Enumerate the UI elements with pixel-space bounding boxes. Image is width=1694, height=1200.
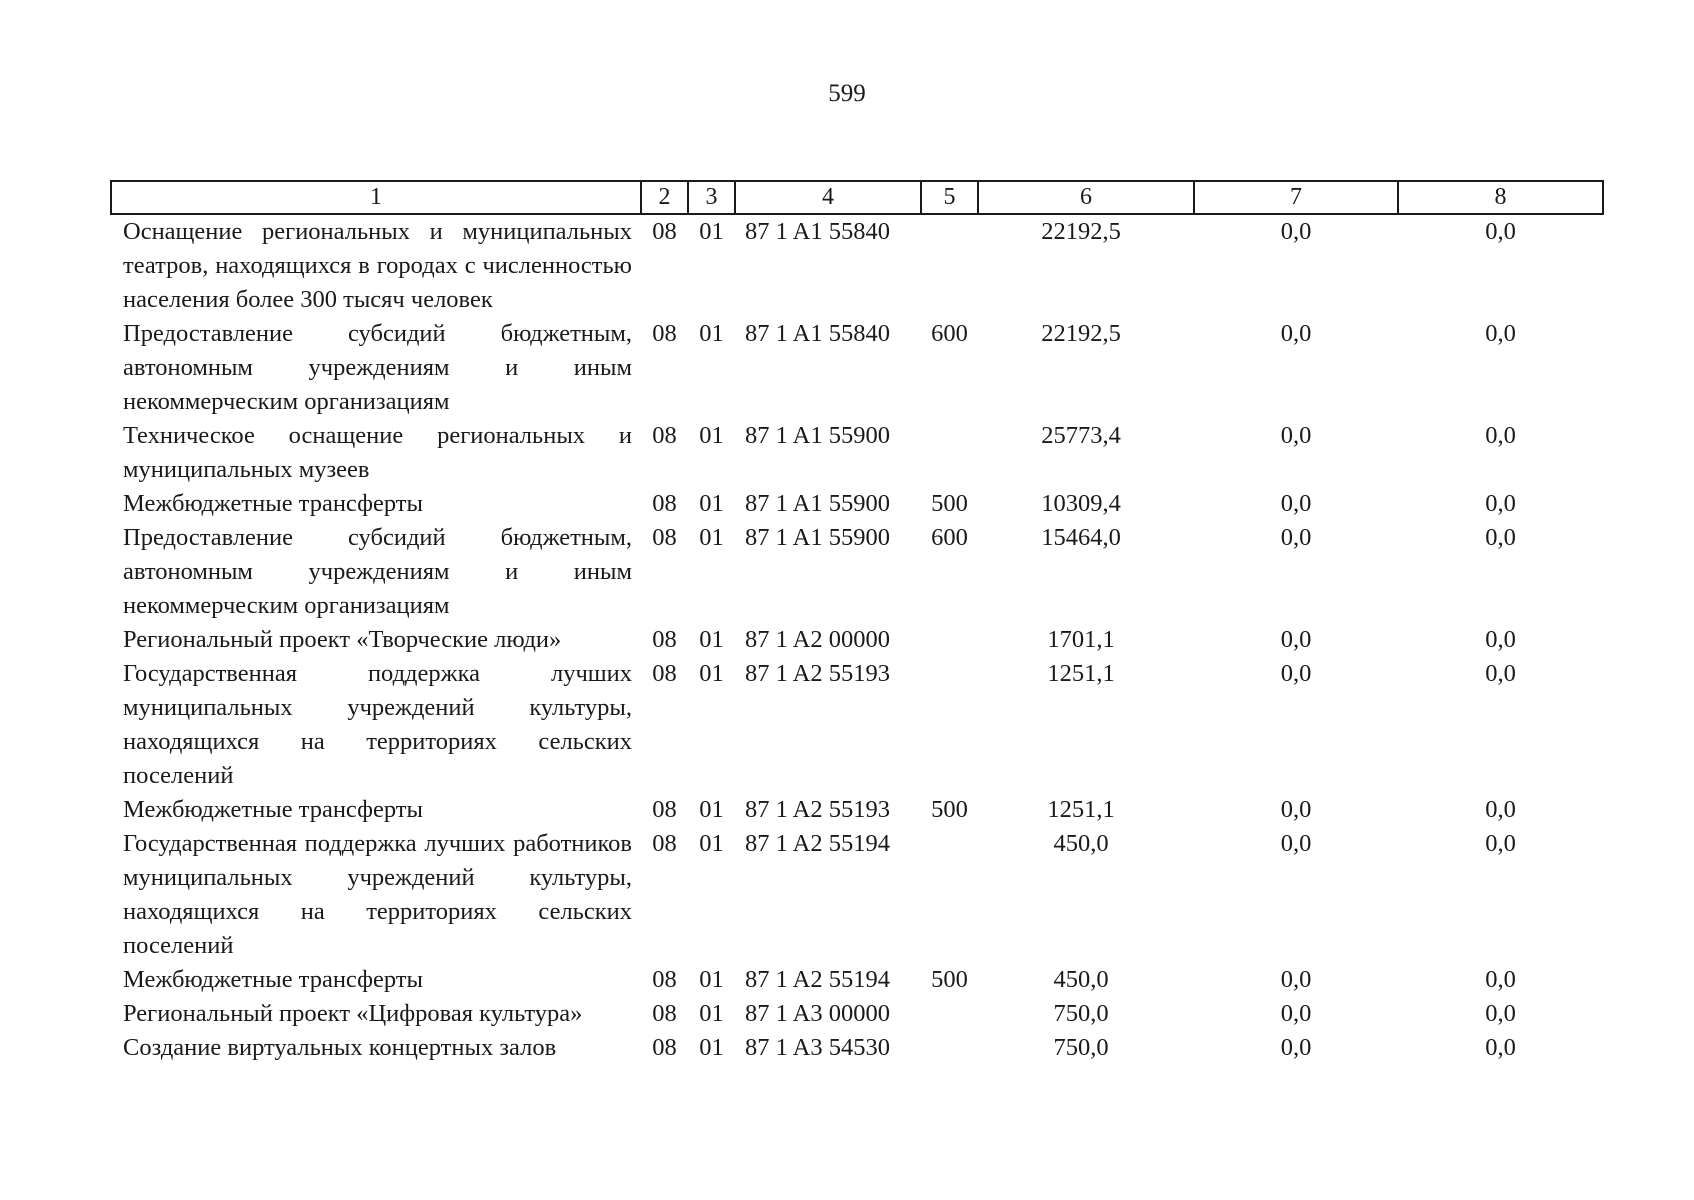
table-row bbox=[111, 997, 1603, 1031]
row-subsection: 01 bbox=[699, 490, 724, 517]
row-section: 08 bbox=[652, 422, 677, 449]
row-section: 08 bbox=[652, 490, 677, 517]
row-value-col8: 0,0 bbox=[1485, 524, 1516, 551]
row-name: Межбюджетные трансферты bbox=[123, 966, 423, 993]
row-section: 08 bbox=[652, 830, 677, 857]
row-expense-type: 600 bbox=[931, 524, 968, 551]
row-value-col8: 0,0 bbox=[1485, 660, 1516, 687]
row-section: 08 bbox=[652, 218, 677, 245]
row-value-col7: 0,0 bbox=[1280, 660, 1312, 687]
header-col-5: 5 bbox=[921, 181, 978, 214]
row-subsection: 01 bbox=[699, 320, 724, 347]
header-col-1: 1 bbox=[111, 181, 641, 214]
row-name: Техническое оснащение региональных и муниципальных музеев bbox=[123, 422, 632, 483]
row-subsection: 01 bbox=[699, 660, 724, 687]
page-number: 599 bbox=[828, 80, 866, 107]
header-row bbox=[111, 181, 1603, 214]
row-value-col6: 10309,4 bbox=[1041, 490, 1121, 517]
row-value-col8: 0,0 bbox=[1485, 218, 1516, 245]
row-value-col7: 0,0 bbox=[1280, 422, 1312, 449]
row-expense-type bbox=[921, 1031, 978, 1065]
table-row bbox=[111, 963, 1603, 997]
table-row bbox=[111, 827, 1603, 963]
row-section: 08 bbox=[652, 796, 677, 823]
table-row bbox=[111, 1031, 1603, 1065]
row-value-col7: 0,0 bbox=[1280, 524, 1312, 551]
row-subsection: 01 bbox=[699, 218, 724, 245]
row-name: Региональный проект «Творческие люди» bbox=[123, 626, 562, 653]
row-expense-type bbox=[921, 657, 978, 793]
row-subsection: 01 bbox=[699, 626, 724, 653]
row-name: Создание виртуальных концертных залов bbox=[123, 1034, 557, 1061]
row-target-article: 87 1 A3 54530 bbox=[745, 1034, 890, 1061]
row-target-article: 87 1 A2 55194 bbox=[745, 830, 890, 857]
table-body bbox=[111, 214, 1603, 1065]
row-expense-type: 500 bbox=[931, 490, 968, 517]
header-col-7: 7 bbox=[1194, 181, 1398, 214]
row-expense-type bbox=[921, 827, 978, 963]
row-subsection: 01 bbox=[699, 796, 724, 823]
row-value-col6: 1701,1 bbox=[1047, 626, 1115, 653]
row-section: 08 bbox=[652, 660, 677, 687]
row-section: 08 bbox=[652, 626, 677, 653]
row-value-col8: 0,0 bbox=[1485, 490, 1516, 517]
row-expense-type bbox=[921, 997, 978, 1031]
row-expense-type bbox=[921, 623, 978, 657]
row-value-col6: 15464,0 bbox=[1041, 524, 1121, 551]
row-value-col8: 0,0 bbox=[1485, 830, 1516, 857]
row-section: 08 bbox=[652, 320, 677, 347]
row-value-col6: 750,0 bbox=[1053, 1034, 1109, 1061]
row-target-article: 87 1 A1 55840 bbox=[745, 320, 890, 347]
row-expense-type: 600 bbox=[931, 320, 968, 347]
row-target-article: 87 1 A2 00000 bbox=[745, 626, 890, 653]
row-subsection: 01 bbox=[699, 966, 724, 993]
table-row bbox=[111, 487, 1603, 521]
row-subsection: 01 bbox=[699, 1000, 724, 1027]
header-col-2: 2 bbox=[641, 181, 688, 214]
row-value-col6: 22192,5 bbox=[1041, 218, 1121, 245]
row-subsection: 01 bbox=[699, 422, 724, 449]
row-value-col8: 0,0 bbox=[1485, 966, 1516, 993]
row-value-col7: 0,0 bbox=[1280, 796, 1312, 823]
row-section: 08 bbox=[652, 966, 677, 993]
row-subsection: 01 bbox=[699, 524, 724, 551]
row-subsection: 01 bbox=[699, 1034, 724, 1061]
header-col-8: 8 bbox=[1398, 181, 1603, 214]
row-value-col7: 0,0 bbox=[1280, 320, 1312, 347]
row-target-article: 87 1 A3 00000 bbox=[745, 1000, 890, 1027]
row-target-article: 87 1 A1 55900 bbox=[745, 422, 890, 449]
row-value-col7: 0,0 bbox=[1280, 490, 1312, 517]
row-value-col6: 22192,5 bbox=[1041, 320, 1121, 347]
table-row bbox=[111, 214, 1603, 317]
table-row bbox=[111, 793, 1603, 827]
table-header bbox=[111, 181, 1603, 214]
row-name: Государственная поддержка лучших муниципальных учреждений культуры, находящихся на территориях сельских поселений bbox=[123, 660, 632, 789]
row-value-col8: 0,0 bbox=[1485, 796, 1516, 823]
table-row bbox=[111, 317, 1603, 419]
row-value-col7: 0,0 bbox=[1280, 1000, 1312, 1027]
row-value-col7: 0,0 bbox=[1280, 830, 1312, 857]
table-row bbox=[111, 657, 1603, 793]
row-value-col8: 0,0 bbox=[1485, 626, 1516, 653]
row-value-col7: 0,0 bbox=[1280, 966, 1312, 993]
row-value-col7: 0,0 bbox=[1280, 1034, 1312, 1061]
row-section: 08 bbox=[652, 524, 677, 551]
row-target-article: 87 1 A1 55900 bbox=[745, 490, 890, 517]
row-target-article: 87 1 A1 55900 bbox=[745, 524, 890, 551]
row-name: Межбюджетные трансферты bbox=[123, 490, 423, 517]
row-value-col8: 0,0 bbox=[1485, 1000, 1516, 1027]
table-row bbox=[111, 521, 1603, 623]
row-value-col6: 1251,1 bbox=[1047, 796, 1115, 823]
row-value-col7: 0,0 bbox=[1280, 626, 1312, 653]
row-subsection: 01 bbox=[699, 830, 724, 857]
row-name: Предоставление субсидий бюджетным, автономным учреждениям и иным некоммерческим организациям bbox=[123, 524, 632, 619]
budget-table-container bbox=[110, 180, 1602, 1065]
row-value-col7: 0,0 bbox=[1280, 218, 1312, 245]
row-target-article: 87 1 A2 55193 bbox=[745, 660, 890, 687]
row-name: Государственная поддержка лучших работников муниципальных учреждений культуры, находящихся на территориях сельских поселений bbox=[123, 830, 632, 959]
row-value-col8: 0,0 bbox=[1485, 422, 1516, 449]
row-target-article: 87 1 A1 55840 bbox=[745, 218, 890, 245]
row-name: Региональный проект «Цифровая культура» bbox=[123, 1000, 583, 1027]
row-value-col6: 450,0 bbox=[1053, 966, 1109, 993]
table-row bbox=[111, 419, 1603, 487]
row-target-article: 87 1 A2 55194 bbox=[745, 966, 890, 993]
row-value-col6: 1251,1 bbox=[1047, 660, 1115, 687]
header-col-3: 3 bbox=[688, 181, 735, 214]
row-name: Межбюджетные трансферты bbox=[123, 796, 423, 823]
row-expense-type bbox=[921, 214, 978, 317]
header-col-4: 4 bbox=[735, 181, 921, 214]
row-value-col8: 0,0 bbox=[1485, 320, 1516, 347]
budget-table bbox=[110, 180, 1604, 1065]
row-value-col6: 750,0 bbox=[1053, 1000, 1109, 1027]
row-expense-type: 500 bbox=[931, 966, 968, 993]
row-value-col8: 0,0 bbox=[1485, 1034, 1516, 1061]
row-target-article: 87 1 A2 55193 bbox=[745, 796, 890, 823]
table-row bbox=[111, 623, 1603, 657]
row-name: Предоставление субсидий бюджетным, автономным учреждениям и иным некоммерческим организациям bbox=[123, 320, 632, 415]
row-value-col6: 450,0 bbox=[1053, 830, 1109, 857]
row-expense-type: 500 bbox=[931, 796, 968, 823]
header-col-6: 6 bbox=[978, 181, 1194, 214]
row-name: Оснащение региональных и муниципальных театров, находящихся в городах с численностью населения более 300 тысяч человек bbox=[123, 218, 632, 313]
row-value-col6: 25773,4 bbox=[1041, 422, 1121, 449]
row-section: 08 bbox=[652, 1034, 677, 1061]
row-section: 08 bbox=[652, 1000, 677, 1027]
row-expense-type bbox=[921, 419, 978, 487]
